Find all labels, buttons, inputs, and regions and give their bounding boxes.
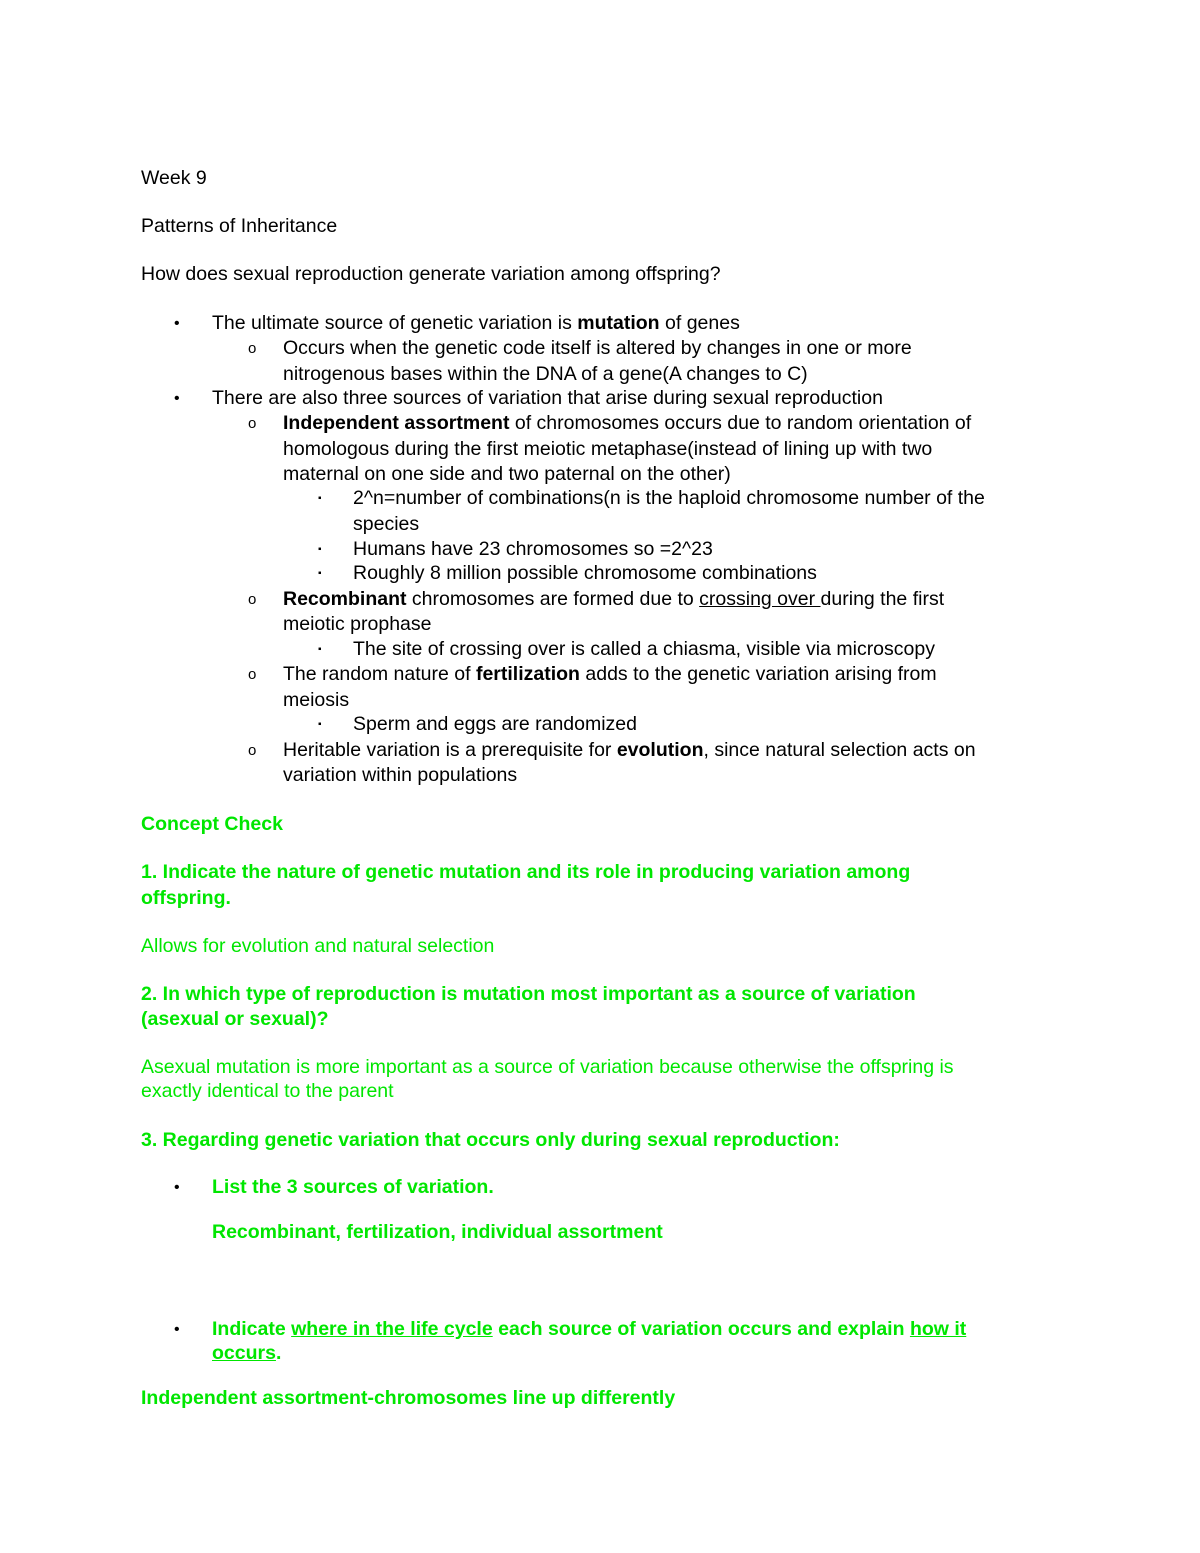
- disc-bullet: •: [174, 315, 180, 332]
- answer-2-line-2: exactly identical to the parent: [141, 1080, 394, 1102]
- guiding-question: How does sexual reproduction generate variation among offspring?: [141, 263, 721, 285]
- note-humans-23: Humans have 23 chromosomes so =2^23: [353, 538, 713, 560]
- square-bullet: ▪: [318, 719, 322, 730]
- note-chiasma: The site of crossing over is called a chiasma, visible via microscopy: [353, 638, 935, 660]
- disc-bullet: •: [174, 1179, 180, 1196]
- note-mutation: The ultimate source of genetic variation is mutation of genes: [212, 312, 740, 334]
- note-independent-assortment-1: Independent assortment of chromosomes occurs due to random orientation of: [283, 412, 972, 434]
- note-independent-assortment-3: maternal on one side and two paternal on the other): [283, 463, 731, 485]
- square-bullet: ▪: [318, 644, 322, 655]
- circle-bullet: o: [248, 666, 257, 683]
- week-label: Week 9: [141, 167, 207, 189]
- square-bullet: ▪: [318, 568, 322, 579]
- note-three-sources: There are also three sources of variation that arise during sexual reproduction: [212, 387, 883, 409]
- square-bullet: ▪: [318, 544, 322, 555]
- question-3-item-1: List the 3 sources of variation.: [212, 1176, 494, 1198]
- topic-title: Patterns of Inheritance: [141, 215, 338, 237]
- note-fertilization-1: The random nature of fertilization adds to the genetic variation arising from: [283, 663, 937, 685]
- circle-bullet: o: [248, 591, 257, 608]
- question-2-line-2: (asexual or sexual)?: [141, 1008, 329, 1030]
- note-combinations-1: 2^n=number of combinations(n is the haploid chromosome number of the: [353, 487, 985, 509]
- question-3-item-1-answer: Recombinant, fertilization, individual assortment: [212, 1221, 663, 1243]
- answer-1: Allows for evolution and natural selection: [141, 935, 495, 957]
- circle-bullet: o: [248, 340, 257, 357]
- note-independent-assortment-2: homologous during the first meiotic metaphase(instead of lining up with two: [283, 438, 933, 460]
- question-3-item-2-line-1: Indicate where in the life cycle each source of variation occurs and explain how it: [212, 1318, 967, 1340]
- circle-bullet: o: [248, 742, 257, 759]
- concept-check-heading: Concept Check: [141, 813, 283, 835]
- question-3-heading: 3. Regarding genetic variation that occurs only during sexual reproduction:: [141, 1129, 840, 1151]
- circle-bullet: o: [248, 415, 257, 432]
- note-sperm-eggs: Sperm and eggs are randomized: [353, 713, 637, 735]
- question-3-answer: Independent assortment-chromosomes line up differently: [141, 1387, 676, 1409]
- disc-bullet: •: [174, 390, 180, 407]
- question-1-line-2: offspring.: [141, 887, 231, 909]
- question-2-line-1: 2. In which type of reproduction is mutation most important as a source of variation: [141, 983, 916, 1005]
- question-3-item-2-line-2: occurs.: [212, 1342, 282, 1364]
- question-1-line-1: 1. Indicate the nature of genetic mutation and its role in producing variation among: [141, 861, 911, 883]
- note-combinations-2: species: [353, 513, 420, 535]
- note-recombinant-2: meiotic prophase: [283, 613, 432, 635]
- note-fertilization-2: meiosis: [283, 689, 350, 711]
- disc-bullet: •: [174, 1321, 180, 1338]
- note-mutation-detail-1: Occurs when the genetic code itself is altered by changes in one or more: [283, 337, 912, 359]
- note-heritable-1: Heritable variation is a prerequisite for evolution, since natural selection acts on: [283, 739, 976, 761]
- note-8-million: Roughly 8 million possible chromosome combinations: [353, 562, 817, 584]
- note-recombinant-1: Recombinant chromosomes are formed due to crossing over during the first: [283, 588, 945, 610]
- answer-2-line-1: Asexual mutation is more important as a source of variation because otherwise the offspring is: [141, 1056, 954, 1078]
- note-heritable-2: variation within populations: [283, 764, 518, 786]
- note-mutation-detail-2: nitrogenous bases within the DNA of a gene(A changes to C): [283, 363, 808, 385]
- square-bullet: ▪: [318, 493, 322, 504]
